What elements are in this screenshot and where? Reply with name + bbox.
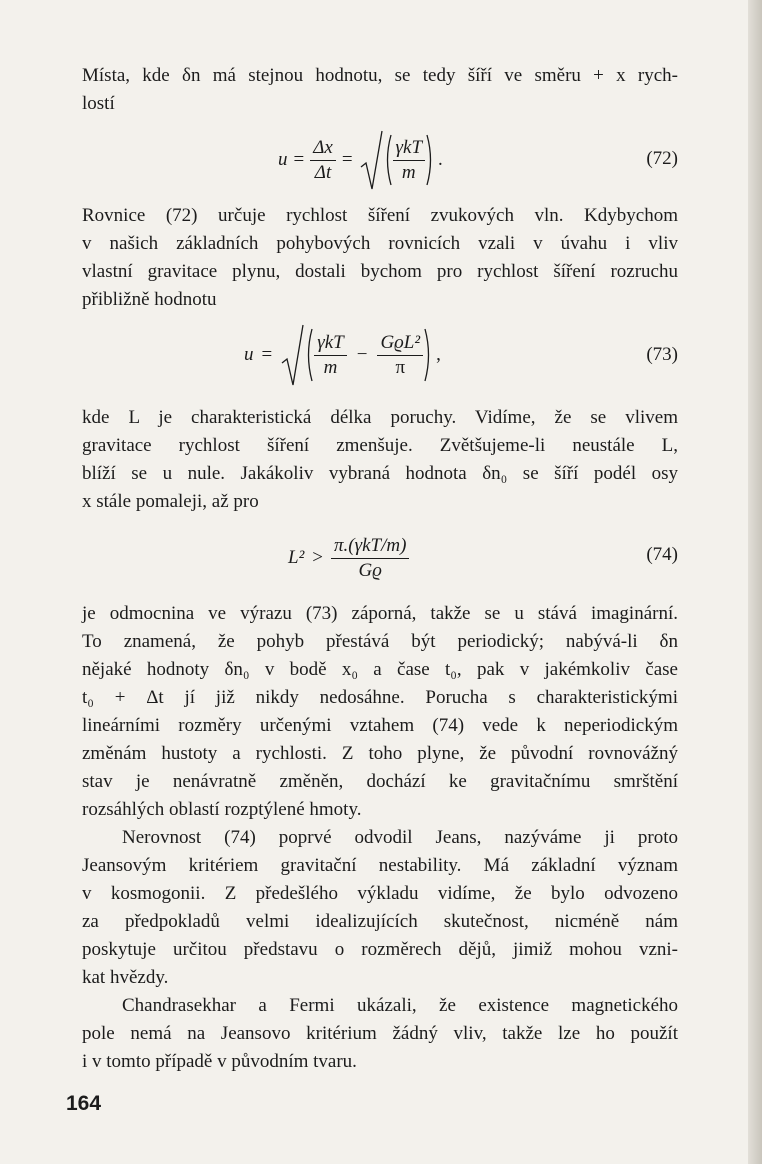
right-paren xyxy=(423,327,433,383)
paragraph-1 xyxy=(82,62,678,118)
text-line: lineárními rozměry určenými vztahem (74) vede k neperiodickým xyxy=(82,715,678,736)
equation-number-74: (74) xyxy=(646,544,678,565)
eq72-fraction xyxy=(310,137,336,184)
eq73-term2 xyxy=(377,332,423,379)
eq72-lhs: u xyxy=(278,149,288,170)
text-line: přibližně hodnotu xyxy=(82,289,217,310)
text-line: pole nemá na Jeansovo kritérium žádný vliv, takže lze ho použít xyxy=(82,1023,678,1044)
text-line: v kosmogonii. Z předešlého výkladu vidíme, že bylo odvozeno xyxy=(82,883,678,904)
eq72-period: . xyxy=(438,149,443,170)
eq74-fraction xyxy=(331,535,409,582)
text-line: za předpokladů velmi idealizujících skutečnost, nicméně nám xyxy=(82,911,678,932)
right-paren xyxy=(425,133,435,187)
text-line: vlastní gravitace plynu, dostali bychom pro rychlost šíření rozruchu xyxy=(82,261,678,282)
eq73-term1-num: γkT xyxy=(314,332,347,356)
sqrt-symbol xyxy=(280,323,304,387)
text-line: Nerovnost (74) poprvé odvodil Jeans, nazýváme ji proto xyxy=(122,827,678,848)
equation-72 xyxy=(82,128,678,192)
text-line: Místa, kde δn má stejnou hodnotu, se tedy šíří ve směru + x rych- xyxy=(82,65,678,86)
text-line: Chandrasekhar a Fermi ukázali, že existence magnetického xyxy=(122,995,678,1016)
eq73-minus: − xyxy=(356,344,368,365)
eq73-comma: , xyxy=(436,344,441,365)
eq73-term2-den: π xyxy=(395,356,406,378)
page-edge xyxy=(748,0,762,1164)
paragraph-4 xyxy=(82,600,678,824)
text-line: Rovnice (72) určuje rychlost šíření zvukových vln. Kdybychom xyxy=(82,205,678,226)
text-line: t₀ + Δt jí již nikdy nedosáhne. Porucha s charakteristickými xyxy=(82,687,678,708)
eq73-term2-num: GϱL² xyxy=(377,332,423,356)
eq72-sqrt-num: γkT xyxy=(393,137,426,161)
text-line: stav je nenávratně změněn, dochází ke gravitačnímu smrštění xyxy=(82,771,678,792)
eq74-frac-num: π.(γkT/m) xyxy=(331,535,409,559)
equation-73 xyxy=(82,322,678,388)
text-line: je odmocnina ve výrazu (73) záporná, takže se u stává imaginární. xyxy=(82,603,678,624)
eq74-frac-den: Gϱ xyxy=(358,559,382,581)
eq72-frac-num: Δx xyxy=(310,137,336,161)
paragraph-3 xyxy=(82,404,678,516)
equation-number-72: (72) xyxy=(646,148,678,169)
eq73-term1-den: m xyxy=(323,356,338,378)
eq73-term1 xyxy=(314,332,347,379)
text-line: kde L je charakteristická délka poruchy. Vidíme, že se vlivem xyxy=(82,407,678,428)
eq73-equals: = xyxy=(261,344,273,365)
text-line: blíží se u nule. Jakákoliv vybraná hodnota δn₀ se šíří podél osy xyxy=(82,463,678,484)
text-line: x stále pomaleji, až pro xyxy=(82,491,259,512)
left-paren xyxy=(383,133,393,187)
equation-74 xyxy=(82,526,678,590)
page-number: 164 xyxy=(66,1092,102,1115)
text-line: i v tomto případě v původním tvaru. xyxy=(82,1051,357,1072)
text-line: poskytuje určitou představu o rozměrech dějů, jimiž mohou vzni- xyxy=(82,939,678,960)
text-line: v našich základních pohybových rovnicích vzali v úvahu i vliv xyxy=(82,233,678,254)
text-line: lostí xyxy=(82,93,115,114)
eq74-greater-than: > xyxy=(312,547,323,568)
eq72-frac-den: Δt xyxy=(314,161,332,183)
text-line: kat hvězdy. xyxy=(82,967,169,988)
text-line: změnám hustoty a rychlosti. Z toho plyne, že původní rovnovážný xyxy=(82,743,678,764)
paragraph-5 xyxy=(82,824,678,992)
eq74-lhs: L² xyxy=(288,547,305,568)
text-line: nějaké hodnoty δn₀ v bodě x₀ a čase t₀, pak v jakémkoliv čase xyxy=(82,659,678,680)
paragraph-2 xyxy=(82,202,678,314)
text-line: rozsáhlých oblastí rozptýlené hmoty. xyxy=(82,799,362,820)
text-line: To znamená, že pohyb přestává být periodický; nabývá-li δn xyxy=(82,631,678,652)
eq73-lhs: u xyxy=(244,344,254,365)
paragraph-6 xyxy=(82,992,678,1076)
equation-number-73: (73) xyxy=(646,344,678,365)
eq72-sqrt-fraction xyxy=(393,137,426,184)
sqrt-symbol xyxy=(359,129,383,191)
eq72-sqrt-den: m xyxy=(401,161,416,183)
eq72-equals-2: = xyxy=(341,149,353,170)
eq72-equals-1: = xyxy=(293,149,305,170)
text-line: gravitace rychlost šíření zmenšuje. Zvětšujeme-li neustále L, xyxy=(82,435,678,456)
left-paren xyxy=(304,327,314,383)
text-line: Jeansovým kritériem gravitační nestability. Má základní význam xyxy=(82,855,678,876)
